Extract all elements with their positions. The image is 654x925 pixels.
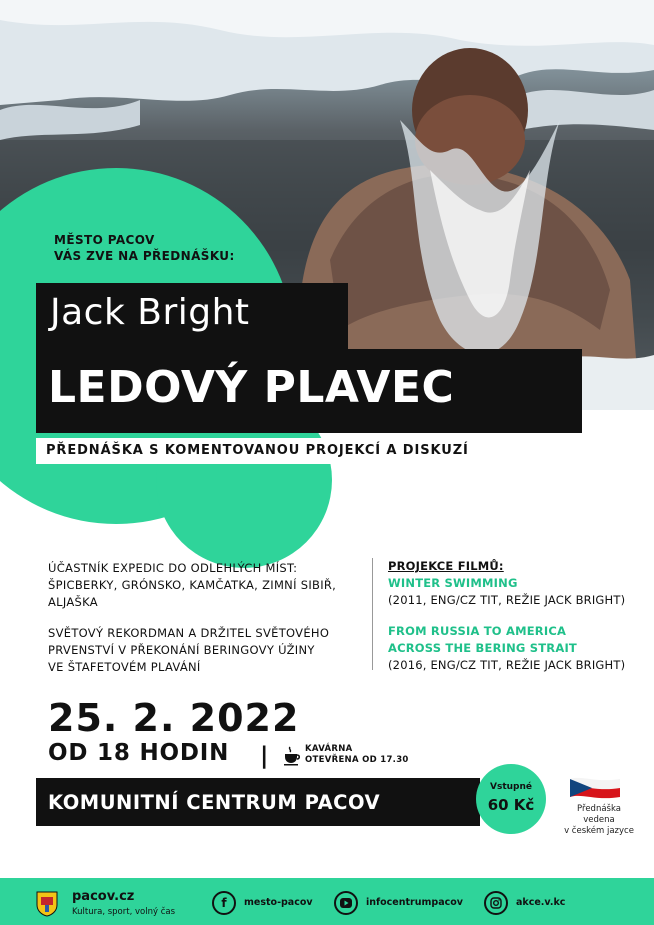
facebook-link[interactable]: mesto-pacov (244, 897, 313, 908)
spacer (388, 609, 650, 623)
film-2-title-line-1: FROM RUSSIA TO AMERICA (388, 624, 567, 638)
czech-flag-icon (568, 775, 622, 801)
price-badge (476, 764, 546, 834)
bio-record (48, 625, 368, 676)
play-icon (340, 898, 352, 908)
instagram-link[interactable]: akce.v.kc (516, 897, 566, 908)
instagram-icon[interactable] (484, 891, 508, 915)
film-2-info: (2016, ENG/CZ TIT, REŽIE JACK BRIGHT) (388, 658, 626, 672)
invite-text (54, 232, 235, 264)
town-crest-icon (36, 891, 58, 917)
bio-line: SVĚTOVÝ REKORDMAN A DRŽITEL SVĚTOVÉHO (48, 626, 330, 640)
film-projections (388, 558, 650, 674)
youtube-link[interactable]: infocentrumpacov (366, 897, 463, 908)
bio-expeditions (48, 560, 368, 611)
column-divider (372, 558, 373, 670)
bio-line: ŠPICBERKY, GRÓNSKO, KAMČATKA, ZIMNÍ SIBIŘ, (48, 578, 337, 592)
venue-name: KOMUNITNÍ CENTRUM PACOV (48, 791, 381, 814)
bio-line: PRVENSTVÍ V PŘEKONÁNÍ BERINGOVY ÚŽINY (48, 643, 315, 657)
speaker-bio (48, 560, 368, 690)
bio-line: ALJAŠKA (48, 595, 98, 609)
separator: | (260, 743, 269, 769)
event-time: OD 18 HODIN (48, 740, 230, 766)
price-label: Vstupné (490, 782, 532, 792)
website-link[interactable]: pacov.cz (72, 889, 135, 904)
lecture-title: LEDOVÝ PLAVEC (48, 362, 455, 413)
event-date: 25. 2. 2022 (48, 696, 300, 740)
language-line-3: v českém jazyce (564, 826, 634, 836)
facebook-icon[interactable]: f (212, 891, 236, 915)
website-tagline: Kultura, sport, volný čas (72, 907, 176, 917)
lecture-subtitle: PŘEDNÁŠKA S KOMENTOVANOU PROJEKCÍ A DISKUZÍ (46, 443, 469, 458)
films-heading: PROJEKCE FILMŮ: (388, 559, 504, 573)
cafe-line-1: KAVÁRNA (305, 744, 353, 754)
bio-line: VE ŠTAFETOVÉM PLAVÁNÍ (48, 660, 201, 674)
language-line-1: Přednáška (577, 804, 621, 814)
youtube-icon[interactable] (334, 891, 358, 915)
language-line-2: vedena (583, 815, 615, 825)
price-value: 60 Kč (487, 796, 535, 814)
cafe-line-2: OTEVŘENA OD 17.30 (305, 754, 409, 765)
invite-line-1: MĚSTO PACOV (54, 233, 155, 247)
bio-line: ÚČASTNÍK EXPEDIC DO ODLEHLÝCH MÍST: (48, 561, 298, 575)
language-note (556, 804, 642, 837)
film-1-info: (2011, ENG/CZ TIT, REŽIE JACK BRIGHT) (388, 593, 626, 607)
speaker-name: Jack Bright (50, 292, 250, 333)
coffee-cup-icon (282, 746, 302, 766)
invite-line-2: VÁS ZVE NA PŘEDNÁŠKU: (54, 249, 235, 263)
film-1-title: WINTER SWIMMING (388, 576, 518, 590)
cafe-info (305, 744, 409, 765)
film-2-title-line-2: ACROSS THE BERING STRAIT (388, 641, 577, 655)
camera-icon (490, 897, 502, 909)
